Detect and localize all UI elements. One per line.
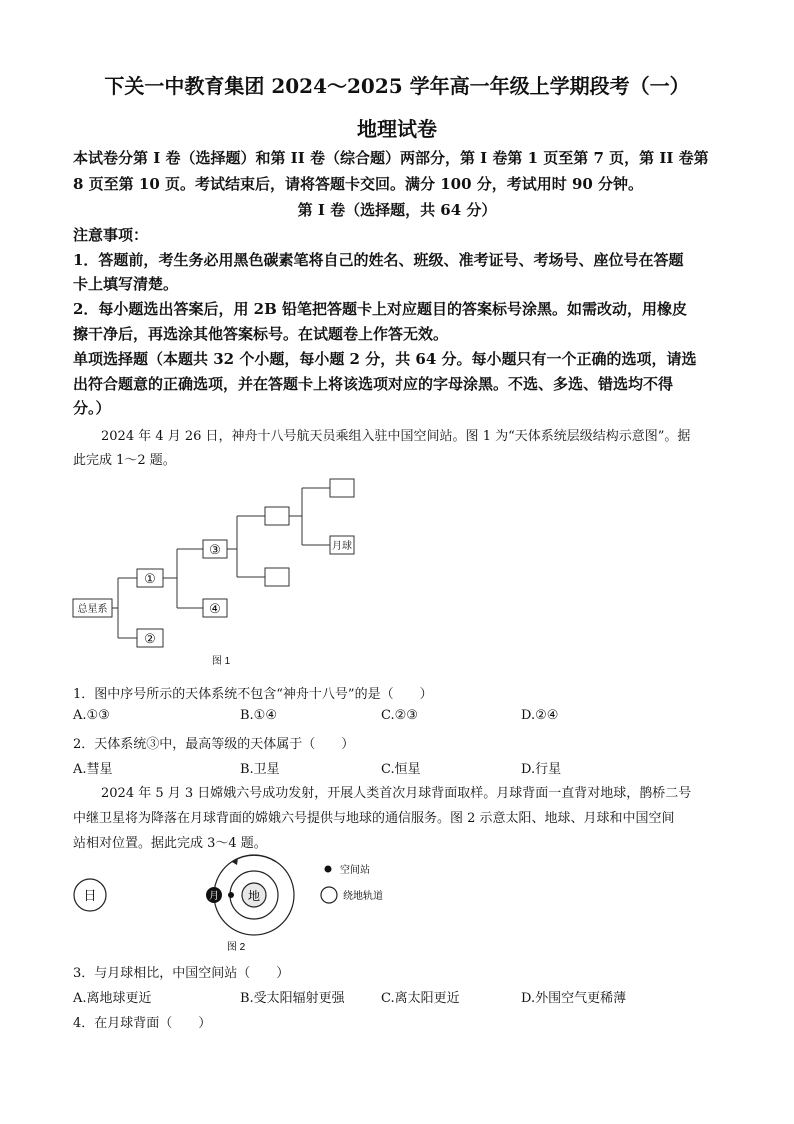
exam-subtitle: 地理试卷 (357, 117, 437, 141)
orbit-direction-arc (232, 855, 276, 862)
q2-option-d[interactable]: D.行星 (521, 762, 562, 777)
figure-2-sun-earth-moon-diagram (70, 852, 400, 956)
q2-option-a[interactable]: A.彗星 (73, 762, 113, 777)
label-2: ② (144, 631, 156, 646)
intro-line-1: 本试卷分第 I 卷（选择题）和第 II 卷（综合题）两部分，第 I 卷第 1 页至第 7 页，第 II 卷第 (73, 149, 709, 167)
instruction-line-2: 出符合题意的正确选项，并在答题卡上将该选项对应的字母涂黑。不选、多选、错选均不得 (73, 375, 674, 393)
q3-option-d[interactable]: D.外围空气更稀薄 (521, 991, 627, 1006)
passage2-line-1: 2024 年 5 月 3 日嫦娥六号成功发射，开展人类首次月球背面取样。月球背面一直背对地球，鹊桥二号 (101, 786, 692, 801)
box-empty-upper (265, 507, 289, 525)
q1-stem: 1．图中序号所示的天体系统不包含“神舟十八号”的是（ ） (73, 687, 433, 702)
note-2-line-1: 2．每小题选出答案后，用 2B 铅笔把答题卡上对应题目的答案标号涂黑。如需改动，用橡皮 (73, 300, 688, 318)
q1-option-c[interactable]: C.②③ (381, 708, 418, 723)
legend-station-dot (325, 866, 332, 873)
figure-1-caption: 图 1 (211, 656, 231, 667)
passage2-line-2: 中继卫星将为降落在月球背面的嫦娥六号提供与地球的通信服务。图 2 示意太阳、地球、月球和中国空间 (73, 811, 675, 826)
note-1-line-2: 卡上填写清楚。 (73, 275, 179, 293)
figure-1-hierarchy-diagram (70, 470, 370, 670)
arrow-head-icon (232, 858, 238, 865)
label-1: ① (144, 571, 156, 586)
q2-option-b[interactable]: B.卫星 (240, 762, 280, 777)
q3-option-a[interactable]: A.离地球更近 (73, 991, 152, 1006)
passage1-line-1: 2024 年 4 月 26 日，神舟十八号航天员乘组入驻中国空间站。图 1 为“天体系统层级结构示意图”。据 (101, 429, 691, 444)
space-station-dot (228, 892, 234, 898)
note-2-line-2: 擦干净后，再选涂其他答案标号。在试题卷上作答无效。 (73, 325, 449, 343)
moon-label: 月 (209, 891, 219, 902)
exam-title: 下关一中教育集团 2024～2025 学年高一年级上学期段考（一） (104, 74, 690, 98)
legend-station-label: 空间站 (340, 865, 370, 876)
q1-option-b[interactable]: B.①④ (240, 708, 277, 723)
q2-stem: 2．天体系统③中，最高等级的天体属于（ ） (73, 737, 355, 752)
box-empty-lower (265, 568, 289, 586)
box-empty-top (330, 479, 354, 497)
label-moon: 月球 (332, 541, 352, 552)
q3-stem: 3．与月球相比，中国空间站（ ） (73, 966, 290, 981)
section-title: 第 I 卷（选择题，共 64 分） (297, 201, 497, 219)
passage1-line-2: 此完成 1～2 题。 (73, 453, 176, 468)
q1-option-d[interactable]: D.②④ (521, 708, 559, 723)
figure-2-caption: 图 2 (226, 942, 246, 953)
intro-line-2: 8 页至第 10 页。考试结束后，请将答题卡交回。满分 100 分，考试用时 90 分钟。 (73, 175, 644, 193)
note-1-line-1: 1．答题前，考生务必用黑色碳素笔将自己的姓名、班级、准考证号、考场号、座位号在答题 (73, 251, 684, 269)
earth-label: 地 (247, 889, 261, 903)
notes-heading: 注意事项： (73, 226, 149, 244)
passage2-line-3: 站相对位置。据此完成 3～4 题。 (73, 836, 267, 851)
q3-option-c[interactable]: C.离太阳更近 (381, 991, 460, 1006)
legend-orbit-label: 绕地轨道 (343, 891, 383, 902)
label-3: ③ (209, 542, 221, 557)
sun-label: 日 (83, 889, 97, 904)
label-root: 总星系 (77, 604, 108, 615)
q1-option-a[interactable]: A.①③ (73, 708, 110, 723)
instruction-line-1: 单项选择题（本题共 32 个小题，每小题 2 分，共 64 分。每小题只有一个正确的选项，请选 (73, 350, 697, 368)
instruction-line-3: 分。） (73, 399, 111, 417)
q2-option-c[interactable]: C.恒星 (381, 762, 421, 777)
legend-orbit-circle (321, 887, 337, 903)
q3-option-b[interactable]: B.受太阳辐射更强 (240, 991, 345, 1006)
label-4: ④ (209, 601, 221, 616)
q4-stem: 4．在月球背面（ ） (73, 1016, 212, 1031)
